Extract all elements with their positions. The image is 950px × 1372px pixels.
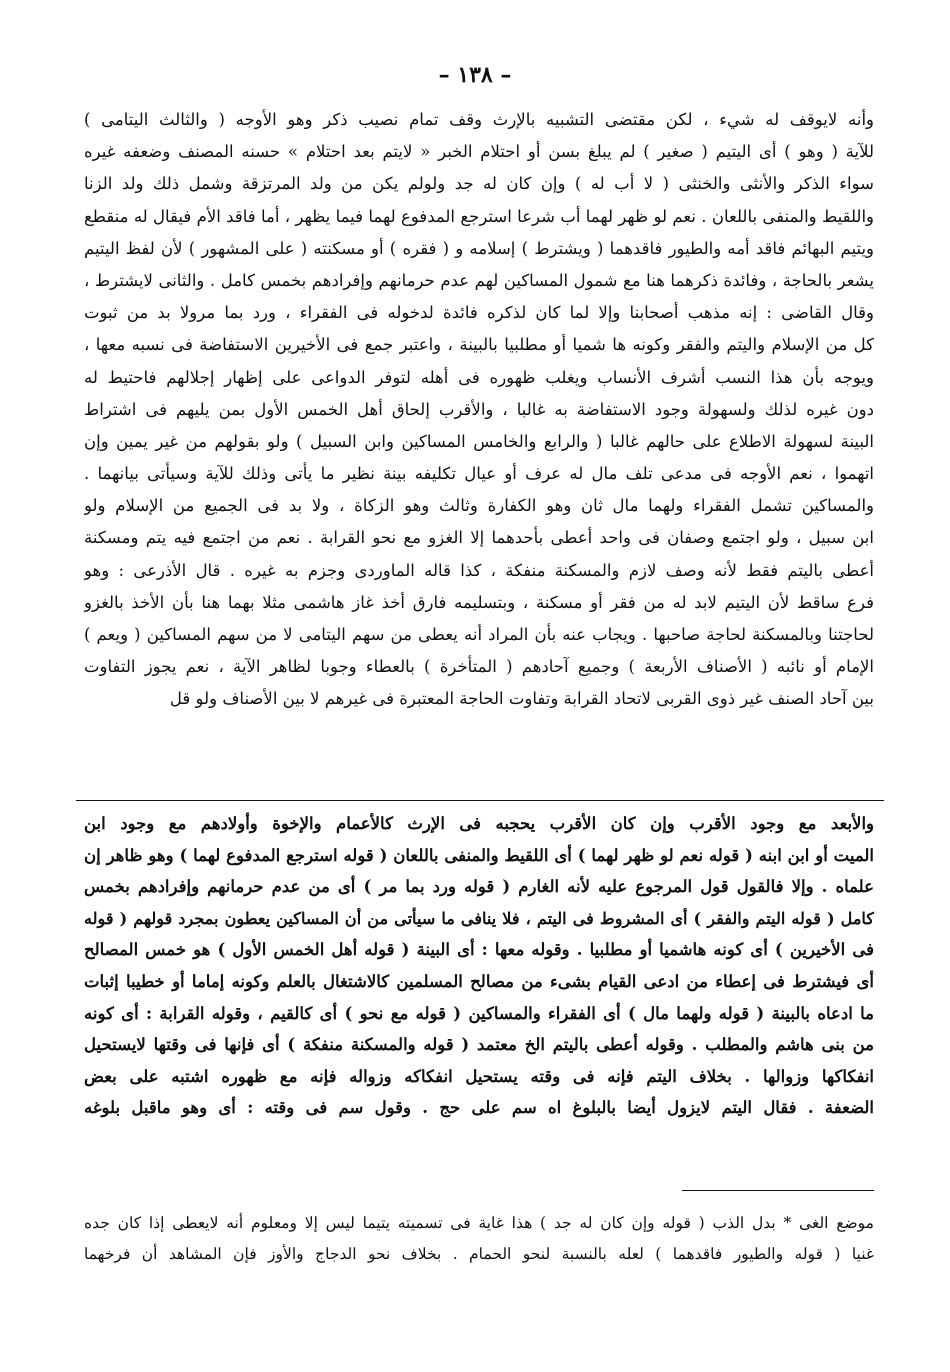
main-text-line: الإمام أو نائبه ( الأصناف الأربعة ) وجميع آحادهم ( المتأخرة ) بالعطاء وجوبا لظاهر الآية ، نعم يجوز التفاوت: [84, 657, 874, 677]
main-text-line: ويتيم البهائم فاقد أمه والطيور فاقدهما ( ويشترط ) إسلامه و ( فقره ) أو مسكنته ( على المشهور ) لأن لفظ اليتيم: [84, 238, 874, 258]
main-text-line: والمساكين تشمل الفقراء ولهما مال ثان وهو الكفارة وثالث وهو الزكاة ، ولا بد فى الجميع من الإسلام ولو: [84, 496, 874, 516]
main-text-line: فرع ساقط لأن اليتيم لابد له من فقر أو مسكنة ، وبتسليمه فارق أخذ غاز هاشمى مثلا بهما هنا بأن الأخذ بالغزو: [84, 592, 874, 612]
footnote-divider-rule: [682, 1190, 874, 1191]
commentary-line: علماه . وإلا فالقول قول المرجوع عليه لأنه الغارم ( قوله ورد بما مر ) أى من عدم حرمانهم وإفرادهم بخمس: [84, 877, 874, 897]
main-text-line: كل من الإسلام واليتم والفقر وكونه ها شميا أو مطلبيا بالبينة ، واعتبر جمع فى الأخيرين الاستفاضة فى نسبه معها ،: [84, 335, 874, 355]
commentary-line: انفكاكها وزوالها . بخلاف اليتم فإنه فى وقته يستحيل انفكاكه وزواله فإنه مع ظهوره اشتبه على بعض: [84, 1066, 874, 1086]
main-text-line: للآية ( وهو ) أى اليتيم ( صغير ) لم يبلغ بسن أو احتلام الخبر « لايتم بعد احتلام » حسنه المصنف وضعفه غيره: [84, 142, 874, 162]
commentary-line: من بنى هاشم والمطلب . وقوله أعطى باليتم الخ معتمد ( قوله والمسكنة منفكة ) أى فإنها فى وقتها لايستحيل: [84, 1035, 874, 1055]
footnote-line: غنيا ( قوله والطيور فاقدهما ) لعله بالنسبة لنحو الحمام . بخلاف نحو الدجاج والأوز فإن المشاهد أن فرخهما: [84, 1245, 874, 1263]
page-number: – ١٣٨ –: [438, 62, 512, 88]
commentary-block: [84, 808, 874, 1124]
commentary-line: الضعفة . فقال اليتم لايزول أيضا بالبلوغ اه سم على حج . وقول سم فى وقته : أى وهو ماقبل بلوغه: [84, 1098, 874, 1118]
main-text-line: لحاجتنا وبالمسكنة لحاجة صاحبها . ويجاب عنه بأن المراد أنه يعطى من سهم اليتامى لا من سهم المساكين ( ويعم ): [84, 625, 874, 644]
main-text-line: وقال القاضى : إنه مذهب أصحابنا وإلا لما كان لذكره فائدة لدخوله فى الفقراء ، ورد بما مرولا بد من ثبوت: [84, 303, 874, 323]
main-text-line: بين آحاد الصنف غير ذوى القربى لاتحاد القرابة وتفاوت الحاجة المعتبرة فى غيرهم لا بين الأصناف ولو قل: [169, 689, 874, 709]
main-text-line: أعطى باليتم فقط لأنه وصف لازم والمسكنة منفكة ، كذا قاله الماوردى وجزم به غيره . قال الأذرعى : وهو: [84, 560, 874, 580]
main-text-line: وأنه لايوقف له شيء ، لكن مقتضى التشبيه بالإرث وقف تمام نصيب ذكر وهو الأوجه ( والثالث اليتامى ): [84, 110, 874, 129]
commentary-line: كامل ( قوله اليتم والفقر ) أى المشروط فى اليتم ، فلا ينافى ما سيأتى من أن المساكين يعطون بمجرد قولهم ( قوله: [84, 908, 874, 928]
main-text-line: واللقيط والمنفى باللعان . نعم لو ظهر لهما أب شرعا استرجع المدفوع لهما فيما يظهر ، أما فاقد الأم فيقال له منقطع: [84, 206, 874, 226]
main-divider-rule: [76, 800, 884, 801]
commentary-line: أى فيشترط فى إعطاء من ادعى القيام بشىء من مصالح المسلمين كالاشتغال بالعلم وكونه إماما أو خطيبا إثبات: [84, 971, 874, 991]
main-text-line: اتهموا ، نعم الأوجه فى مدعى تلف مال له عرف أو عيال تكليفه بينة نظير ما يأتى وذلك للآية وسيأتى بيانهما .: [84, 464, 874, 484]
commentary-line: والأبعد مع وجود الأقرب وإن كان الأقرب يحجبه فى الإرث كالأعمام والإخوة وأولادهم مع وجود ابن: [84, 814, 874, 833]
main-text-line: سواء الذكر والأنثى والخنثى ( لا أب له ) وإن كان له جد ولولم يكن من ولد المرتزقة وشمل ذلك ولد الزنا: [84, 174, 874, 194]
main-text-line: يشعر بالحاجة ، وفائدة ذكرهما هنا مع شمول المساكين لهم عدم حرمانهم وإفرادهم بخمس كامل . والثانى لايشترط ،: [84, 270, 874, 290]
commentary-line: الميت أو ابن ابنه ( قوله نعم لو ظهر لهما ) أى اللقيط والمنفى باللعان ( قوله استرجع المدفوع لهما ) وهو ظاهر إن: [84, 845, 874, 865]
main-text-block: [84, 104, 874, 716]
main-text-line: البينة لسهولة الاطلاع على حالهم غالبا ( والرابع والخامس المساكين وابن السبيل ) ولو بقولهم من غير يمين وإن: [84, 431, 874, 451]
main-text-line: دون غيره لذلك ولسهولة وجود الاستفاضة به غالبا ، والأقرب إلحاق أهل الخمس الأول بمن يليهم فى اشتراط: [84, 399, 874, 419]
footnote-block: [84, 1208, 874, 1270]
main-text-line: ويوجه بأن هذا النسب أشرف الأنساب ويغلب ظهوره فى أهله لتوفر الدواعى على إظهار إجلالهم فاحتيط له: [84, 367, 874, 387]
commentary-line: فى الأخيرين ) أى كونه هاشميا أو مطلبيا . وقوله معها : أى البينة ( قوله أهل الخمس الأول ) هو خمس المصالح: [84, 940, 874, 960]
main-text-line: ابن سبيل ، ولو اجتمع وصفان فى واحد أعطى بأحدهما إلا الغزو مع نحو القرابة . نعم من اجتمع فيه يتم ومسكنة: [84, 528, 874, 548]
footnote-line: موضع الغى * بدل الذب ( قوله وإن كان له جد ) هذا غاية فى تسميته يتيما ليس إلا ومعلوم أنه لايعطى إذا كان جده: [84, 1214, 874, 1232]
commentary-line: ما ادعاه بالبينة ( قوله ولهما مال ) أى الفقراء والمساكين ( قوله مع نحو ) أى كالقيم ، وقوله القرابة : أى كونه: [84, 1003, 874, 1023]
